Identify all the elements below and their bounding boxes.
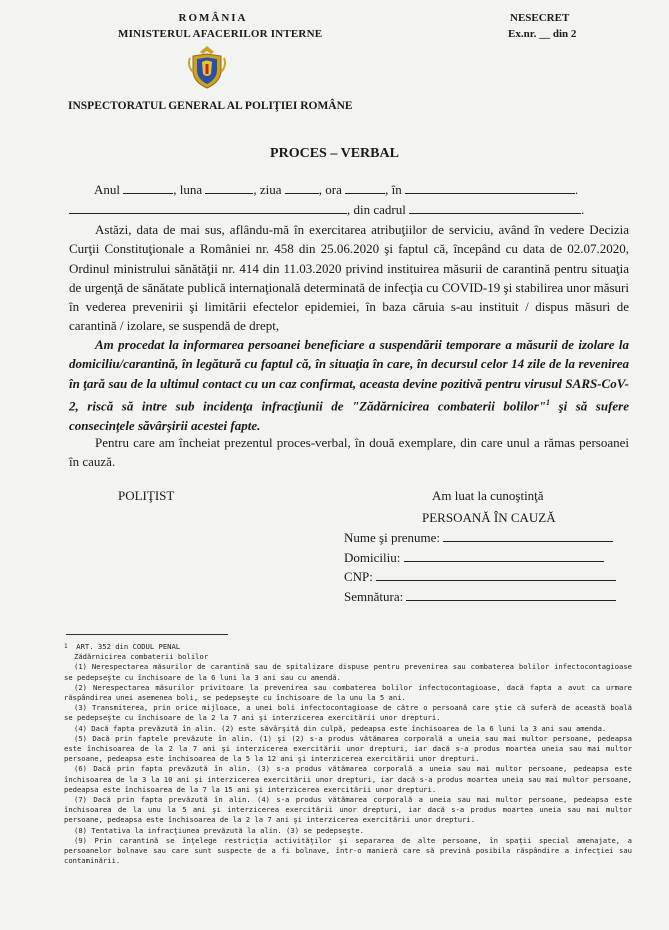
classification-label: NESECRET [510, 12, 570, 24]
name-field [344, 530, 613, 546]
footnote-sup: 1 [64, 643, 68, 650]
line-end-dot: . [581, 202, 585, 217]
form-line-officer [69, 200, 584, 219]
footnote-item: (2) Nerespectarea măsurilor privitoare la prevenirea sau combaterea bolilor infectocontagioase, dacă fapta a avut ca urmare răspândirea unei asemenea boli, se pedepseşte cu închisoare de la unu la 5 ani. [64, 682, 632, 703]
footnote-item: (1) Nerespectarea măsurilor de carantină sau de spitalizare dispuse pentru prevenirea sau combaterea bolilor infectocontagioase se pedepseşte cu închisoare de la 6 luni la 3 ani sau cu amendă. [64, 662, 632, 682]
footnote-divider [66, 634, 228, 635]
name-line[interactable] [443, 530, 613, 542]
footnote-heading: Zădărnicirea combaterii bolilor [74, 652, 209, 662]
paragraph-information-end: şi să sufere consecinţele săvârşirii acestei fapte. [69, 398, 629, 433]
field-officer-name[interactable] [69, 201, 347, 214]
label-ora: , ora [318, 182, 342, 197]
header-right [508, 10, 576, 42]
label-din-cadrul: , din cadrul [347, 202, 406, 217]
footnote-ref-text: ART. 352 din CODUL PENAL [76, 642, 181, 651]
signature-line[interactable] [406, 589, 616, 601]
person-label: PERSOANĂ ÎN CAUZĂ [422, 510, 556, 525]
cnp-line[interactable] [376, 569, 616, 581]
address-field [344, 550, 604, 566]
field-unit[interactable] [409, 201, 581, 214]
institution-name: INSPECTORATUL GENERAL AL POLIŢIEI ROMÂNE [68, 100, 353, 112]
copy-number: Ex.nr. __ din 2 [508, 28, 577, 40]
signature-label: Semnătura: [344, 589, 404, 604]
address-line[interactable] [404, 550, 604, 562]
document-title: PROCES – VERBAL [270, 146, 399, 161]
form-line-date [94, 180, 578, 199]
footnote-reference [64, 642, 632, 652]
footnote-item: (8) Tentativa la infracţiunea prevăzută la alin. (3) se pedepseşte. [74, 825, 364, 835]
line-end-dot: . [575, 182, 579, 197]
footnote-item: (4) Dacă fapta prevăzută în alin. (2) este săvârşită din culpă, pedeapsa este închisoarea de la 6 luni la 3 ani sau amenda. [74, 723, 607, 733]
footnote-item: (7) Dacă prin fapta prevăzută în alin. (4) s-a produs vătămarea corporală a uneia sau mai multor persoane, pedeapsa este închisoarea de la unu la 5 ani şi interzicerea exercitării unor drepturi, iar dacă s-a produs moartea uneia sau mai multor persoane, pedeapsa este închisoarea de la 2 la 7 ani şi interzicerea exercitării unor drepturi. [64, 795, 632, 825]
footnote-item: (3) Transmiterea, prin orice mijloace, a unei boli infectocontagioase de către o persoană care ştie că suferă de această boală se pedepseşte cu închisoare de la 2 la 7 ani şi interzicerea exercitării unor drepturi. [64, 703, 632, 723]
footnote-marker: 1 [546, 397, 550, 407]
field-year[interactable] [123, 181, 173, 194]
header-left [118, 10, 323, 42]
paragraph-information [69, 335, 629, 435]
label-anul: Anul [94, 182, 120, 197]
officer-label: POLIŢIST [118, 488, 175, 503]
footnote-block [64, 642, 632, 866]
label-in: , în [385, 182, 402, 197]
field-month[interactable] [205, 181, 253, 194]
coat-of-arms-icon [184, 44, 230, 90]
cnp-label: CNP: [344, 569, 373, 584]
name-label: Nume şi prenume: [344, 530, 441, 545]
footnote-item: (5) Dacă prin faptele prevăzute în alin. (1) şi (2) s-a produs vătămarea corporală a uneia sau mai multor persoane, pedeapsa este închisoarea de la 2 la 7 ani şi interzicerea exercitării unor drepturi, iar dacă s-a produs moartea uneia sau mai multor persoane, pedeapsa este închisoarea de la 5 la 12 ani şi interzicerea exercitării unor drepturi. [64, 733, 632, 764]
label-ziua: , ziua [253, 182, 282, 197]
field-place[interactable] [405, 181, 575, 194]
address-label: Domiciliu: [344, 550, 401, 565]
acknowledged-label: Am luat la cunoştinţă [432, 488, 544, 503]
field-day[interactable] [285, 181, 319, 194]
footnote-item: (6) Dacă prin fapta prevăzută în alin. (3) s-a produs vătămarea corporală a uneia sau mai multor persoane, pedeapsa este închisoarea de la 3 la 10 ani şi interzicerea exercitării unor drepturi, iar dacă s-a produs moartea uneia sau mai multor persoane, pedeapsa este închisoarea de la 7 la 15 ani şi interzicerea exercitării unor drepturi. [64, 764, 632, 794]
country-name: ROMÂNIA [178, 12, 248, 24]
label-luna: , luna [173, 182, 203, 197]
cnp-field [344, 569, 616, 585]
paragraph-legal-basis: Astăzi, data de mai sus, aflându-mă în exercitarea atribuţiilor de serviciu, având în vedere Decizia Curţii Constituţionale a României nr. 458 din 25.06.2020 şi faptul că, începând cu data de 02.07.2020, Ordinul ministrului sănătăţii nr. 414 din 11.03.2020 privind instituirea măsurii de carantină pentru situaţia de urgenţă de sănătate publică internaţională determinată de infecţia cu COVID-19 şi stabilirea unor măsuri în vederea prevenirii şi limitării efectelor epidemiei, în baza căruia s-au instituit / dispus măsuri de carantină / izolare, se suspendă de drept, [69, 222, 629, 334]
signature-field [344, 589, 616, 605]
paragraph-closing: Pentru care am încheiat prezentul proces-verbal, în două exemplare, din care unul a rămas persoanei în cauză. [69, 435, 629, 470]
paragraph-information-text: Am procedat la informarea persoanei beneficiare a suspendării temporare a măsurii de izolare la domiciliu/carantină, în legătură cu faptul că, în situaţia în care, în decursul celor 14 zile de la revenirea în ţară sau de la ultimul contact cu un caz confirmat, aceasta devine pozitivă pentru virusul SARS-CoV-2, riscă să intre sub incidenţa infracţiunii de "Zădărnicirea combaterii bolilor" [69, 337, 629, 414]
field-hour[interactable] [345, 181, 385, 194]
ministry-name: MINISTERUL AFACERILOR INTERNE [118, 28, 323, 40]
footnote-item: (9) Prin carantină se înţelege restricţia activităţilor şi separarea de alte persoane, în spaţii special amenajate, a persoanelor bolnave sau care sunt suspecte de a fi bolnave, într-o manieră care să prevină posibila răspândire a infecţiei sau contaminării. [64, 835, 632, 866]
